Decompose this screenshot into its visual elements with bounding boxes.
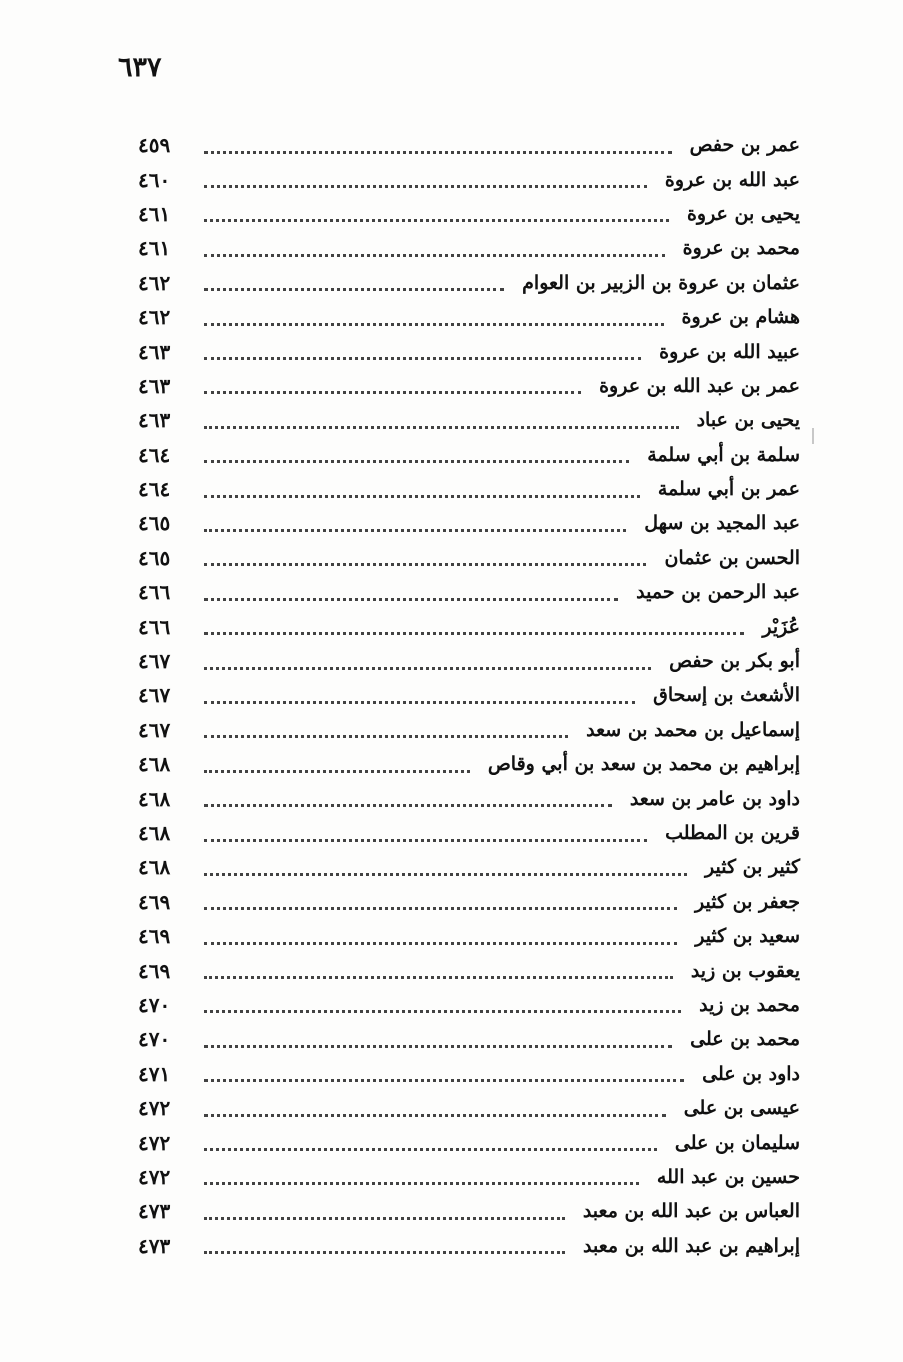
dot-leader [204, 1079, 684, 1082]
entry-page-number: ٤٦٥ [138, 511, 171, 536]
entry-page-number: ٤٦٩ [138, 958, 171, 983]
entry-name: سليمان بن على [674, 1131, 800, 1154]
entry-page-number: ٤٧٠ [138, 1027, 171, 1052]
entry-name: عيسى بن على [683, 1097, 800, 1120]
dot-leader [204, 323, 664, 326]
entry-name: عبيد الله بن عروة [659, 340, 800, 363]
entry-name: عبد المجيد بن سهل [644, 512, 800, 535]
dot-leader [204, 804, 612, 807]
dot-leader [204, 735, 568, 738]
dot-leader [204, 391, 581, 394]
entry-page-number: ٤٦٦ [138, 614, 171, 639]
dot-leader [204, 357, 641, 360]
toc-entry [138, 644, 800, 678]
entry-name: حسين بن عبد الله [656, 1165, 800, 1188]
toc-entry [138, 403, 800, 437]
entry-name: العباس بن عبد الله بن معبد [582, 1200, 800, 1223]
entry-page-number: ٤٦٠ [138, 167, 171, 192]
dot-leader [204, 563, 646, 566]
entry-name: قرين بن المطلب [665, 822, 800, 844]
dot-leader [204, 976, 673, 979]
dot-leader [204, 770, 470, 773]
dot-leader [204, 598, 618, 601]
toc-entry [138, 747, 800, 781]
entry-name: محمد بن عروة [682, 237, 800, 260]
toc-entry [138, 1022, 800, 1056]
entry-name: يحيى بن عروة [686, 202, 800, 225]
toc-entry [138, 438, 800, 472]
dot-leader [204, 1045, 672, 1048]
entry-name: سعيد بن كثير [695, 925, 800, 948]
toc-entry [138, 1125, 800, 1159]
toc-entry [138, 988, 800, 1022]
entry-name: عُزَيْر [762, 615, 800, 638]
toc-entry [138, 231, 800, 265]
dot-leader [204, 942, 677, 945]
toc-entry [138, 162, 800, 196]
entry-page-number: ٤٦٨ [138, 786, 171, 811]
entry-page-number: ٤٦٣ [138, 373, 171, 398]
toc-entry [138, 506, 800, 540]
dot-leader [204, 254, 665, 257]
dot-leader [204, 701, 635, 704]
entry-page-number: ٤٦٦ [138, 580, 171, 605]
toc-entry [138, 678, 800, 712]
toc-entry [138, 1160, 800, 1194]
toc-entry [138, 128, 800, 162]
toc-entry [138, 919, 800, 953]
entry-name: كثير بن كثير [705, 856, 800, 879]
toc-entry [138, 1091, 800, 1125]
dot-leader [204, 495, 640, 498]
dot-leader [204, 185, 647, 188]
toc-entry [138, 609, 800, 643]
entry-page-number: ٤٦٢ [138, 305, 171, 330]
toc-entry [138, 781, 800, 815]
entry-name: يعقوب بن زيد [690, 959, 800, 982]
entry-page-number: ٤٦٩ [138, 889, 171, 914]
entry-name: محمد بن على [690, 1028, 800, 1051]
dot-leader [204, 667, 651, 670]
entry-page-number: ٤٦٥ [138, 545, 171, 570]
entry-name: سلمة بن أبي سلمة [647, 443, 800, 466]
entry-name: إبراهيم بن عبد الله بن معبد [583, 1234, 800, 1257]
dot-leader [204, 1148, 657, 1151]
entry-page-number: ٤٦٣ [138, 408, 171, 433]
toc-entry [138, 885, 800, 919]
entry-page-number: ٤٦٢ [138, 270, 171, 295]
toc-entry [138, 1194, 800, 1228]
entry-page-number: ٤٧٣ [138, 1233, 171, 1258]
dot-leader [204, 426, 679, 429]
entry-name: هشام بن عروة [681, 306, 800, 329]
dot-leader [204, 839, 647, 842]
toc-entry [138, 334, 800, 368]
entry-page-number: ٤٦١ [138, 236, 171, 261]
toc-entry [138, 300, 800, 334]
toc-entry [138, 816, 800, 850]
entry-name: عمر بن حفص [689, 134, 800, 157]
entry-page-number: ٤٦٤ [138, 477, 171, 502]
entry-page-number: ٤٧٣ [138, 1199, 171, 1224]
entry-page-number: ٤٦٣ [138, 339, 171, 364]
entry-name: عبد الرحمن بن حميد [636, 581, 800, 604]
dot-leader [204, 907, 677, 910]
dot-leader [204, 151, 672, 154]
entry-name: عمر بن أبي سلمة [657, 478, 800, 501]
entry-name: إسماعيل بن محمد بن سعد [586, 718, 800, 741]
toc-entry [138, 369, 800, 403]
entry-name: محمد بن زيد [699, 993, 800, 1016]
entry-page-number: ٤٧٢ [138, 1130, 171, 1155]
table-of-contents [138, 128, 800, 1263]
toc-entry [138, 953, 800, 987]
page-number: ٦٣٧ [118, 52, 162, 83]
entry-page-number: ٤٧٠ [138, 992, 171, 1017]
entry-name: أبو بكر بن حفص [669, 650, 800, 673]
entry-name: عبد الله بن عروة [664, 168, 800, 191]
entry-page-number: ٤٧١ [138, 1061, 171, 1086]
toc-entry [138, 1057, 800, 1091]
entry-page-number: ٤٧٢ [138, 1164, 171, 1189]
dot-leader [204, 1182, 639, 1185]
entry-name: عمر بن عبد الله بن عروة [599, 374, 800, 397]
entry-name: الحسن بن عثمان [664, 546, 800, 569]
toc-entry [138, 1229, 800, 1263]
entry-page-number: ٤٦١ [138, 201, 171, 226]
dot-leader [204, 632, 744, 635]
entry-name: داود بن عامر بن سعد [629, 787, 800, 810]
entry-name: يحيى بن عباد [696, 409, 800, 432]
entry-name: جعفر بن كثير [695, 890, 800, 913]
entry-page-number: ٤٥٩ [138, 133, 171, 158]
dot-leader [204, 1010, 681, 1013]
toc-entry [138, 575, 800, 609]
entry-name: إبراهيم بن محمد بن سعد بن أبي وقاص [487, 753, 800, 776]
toc-entry [138, 472, 800, 506]
entry-page-number: ٤٦٧ [138, 717, 171, 742]
entry-page-number: ٤٦٨ [138, 855, 171, 880]
entry-page-number: ٤٦٨ [138, 821, 171, 845]
toc-entry [138, 713, 800, 747]
entry-page-number: ٤٦٨ [138, 752, 171, 777]
dot-leader [204, 1251, 565, 1254]
entry-page-number: ٤٦٤ [138, 442, 171, 467]
toc-entry [138, 850, 800, 884]
entry-name: داود بن على [702, 1062, 800, 1085]
entry-page-number: ٤٧٢ [138, 1096, 171, 1121]
dot-leader [204, 219, 669, 222]
entry-page-number: ٤٦٧ [138, 649, 171, 674]
entry-page-number: ٤٦٧ [138, 683, 171, 708]
toc-entry [138, 266, 800, 300]
entry-name: الأشعث بن إسحاق [653, 684, 800, 707]
toc-entry [138, 541, 800, 575]
entry-name: عثمان بن عروة بن الزبير بن العوام [522, 271, 800, 294]
entry-page-number: ٤٦٩ [138, 924, 171, 949]
dot-leader [204, 1217, 565, 1220]
margin-mark [812, 428, 814, 444]
dot-leader [204, 460, 629, 463]
dot-leader [204, 288, 504, 291]
dot-leader [204, 873, 687, 876]
dot-leader [204, 1114, 666, 1117]
dot-leader [204, 529, 626, 532]
toc-entry [138, 197, 800, 231]
